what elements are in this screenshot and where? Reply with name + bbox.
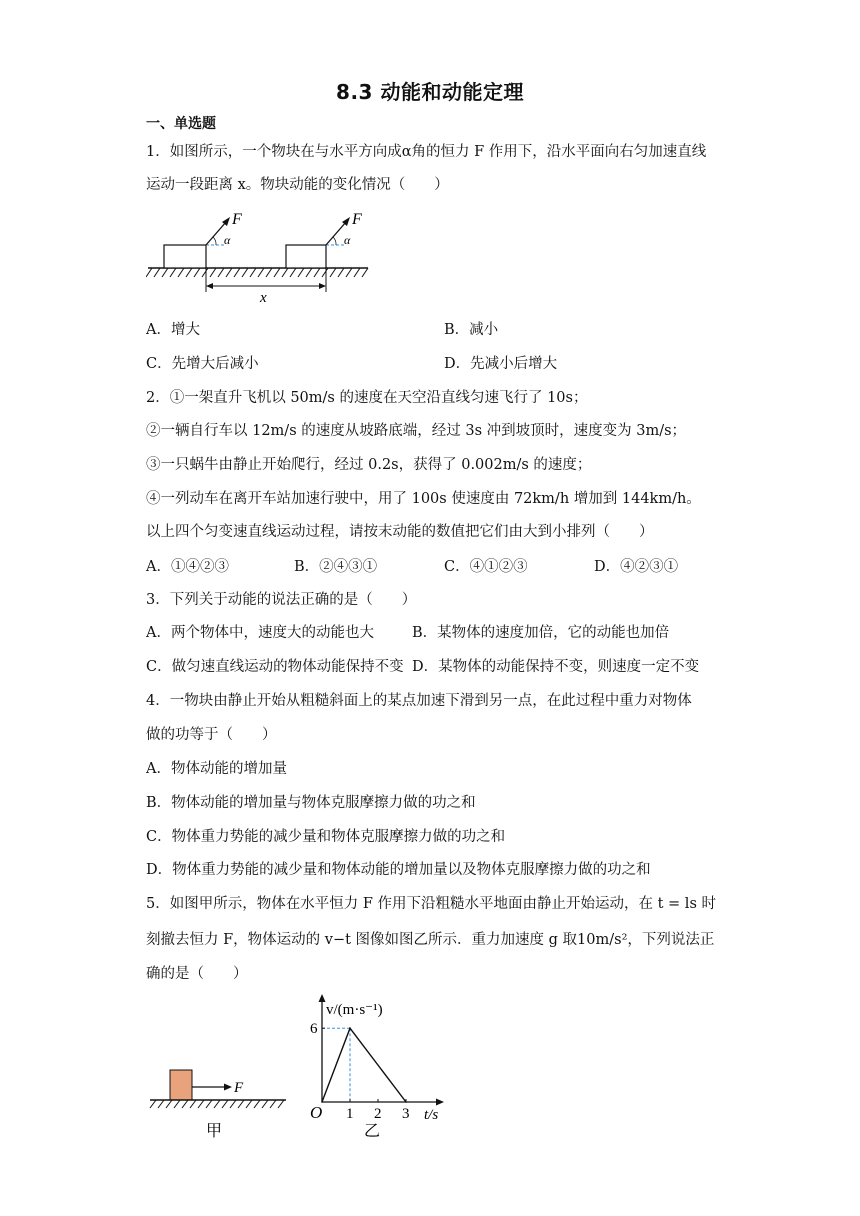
x-tick-label-2: 2: [374, 1106, 382, 1122]
q5-figure-jia: [146, 1060, 296, 1140]
q1-distance-label: x: [260, 290, 267, 306]
q1-option-b: B．减小: [444, 322, 499, 338]
q1-option-c: C．先增大后减小: [146, 356, 259, 372]
q5-text-line3: 确的是（ ）: [146, 966, 248, 982]
block-start: [164, 245, 206, 268]
origin-label: O: [310, 1103, 323, 1122]
q4-option-c: C．物体重力势能的减少量和物体克服摩擦力做的功之和: [146, 829, 506, 845]
q2-option-c: C．④①②③: [444, 559, 528, 575]
q1-text-line2: 运动一段距离 x。物块动能的变化情况（ ）: [146, 177, 449, 193]
q2-option-b: B．②④③①: [294, 559, 378, 575]
q3-option-d: D．某物体的动能保持不变，则速度一定不变: [412, 659, 700, 675]
y-axis-label: v/(m·s⁻¹): [326, 1002, 383, 1018]
q4-option-d: D．物体重力势能的减少量和物体动能的增加量以及物体克服摩擦力做的功之和: [146, 862, 651, 878]
q3-option-b: B．某物体的速度加倍，它的动能也加倍: [412, 625, 670, 641]
q4-option-b: B．物体动能的增加量与物体克服摩擦力做的功之和: [146, 795, 476, 811]
q2-option-d: D．④②③①: [594, 559, 679, 575]
q1-force-label-1: F: [232, 211, 242, 228]
x-tick-label-3: 3: [402, 1106, 410, 1122]
q4-option-a: A．物体动能的增加量: [146, 761, 287, 777]
q1-text-line1: 1．如图所示，一个物块在与水平方向成α角的恒力 F 作用下，沿水平面向右匀加速直线: [146, 144, 707, 160]
q1-angle-label-2: α: [344, 233, 351, 247]
x-axis-arrow: [436, 1099, 444, 1106]
q5-text-line1: 5．如图甲所示，物体在水平恒力 F 作用下沿粗糙水平地面由静止开始运动，在 t = ls 时: [146, 896, 716, 912]
velocity-series-line: [322, 1028, 406, 1102]
orange-block: [170, 1070, 192, 1100]
q2-text-line1: 2．①一架直升飞机以 50m/s 的速度在天空沿直线匀速飞行了 10s；: [146, 390, 588, 406]
x-tick-label-1: 1: [346, 1106, 354, 1122]
q1-figure: [146, 206, 376, 306]
q1-option-a: A．增大: [146, 322, 200, 338]
q5-caption-jia: 甲: [206, 1121, 223, 1140]
q5-vt-chart: [300, 990, 460, 1140]
q5-caption-yi: 乙: [364, 1121, 381, 1140]
section-heading: 一、单选题: [146, 116, 216, 132]
q4-text-line2: 做的功等于（ ）: [146, 727, 277, 743]
q5-force-label: F: [234, 1080, 244, 1096]
data-point-0: [321, 1101, 323, 1103]
q4-text-line1: 4．一物块由静止开始从粗糙斜面上的某点加速下滑到另一点，在此过程中重力对物体: [146, 693, 692, 709]
q5-text-line2: 刻撤去恒力 F，物体运动的 v−t 图像如图乙所示．重力加速度 g 取10m/s²，下列说法正: [146, 932, 715, 948]
q1-angle-label-1: α: [224, 233, 231, 247]
y-axis-arrow: [319, 994, 326, 1002]
page-title: 8.3 动能和动能定理: [336, 80, 524, 104]
q2-option-a: A．①④②③: [146, 559, 229, 575]
y-tick-label: 6: [310, 1021, 318, 1038]
q1-force-label-2: F: [352, 211, 362, 228]
q3-text-line1: 3．下列关于动能的说法正确的是（ ）: [146, 592, 417, 608]
data-point-1: [349, 1027, 351, 1029]
q3-option-a: A．两个物体中，速度大的动能也大: [146, 625, 374, 641]
x-axis-label: t/s: [424, 1107, 439, 1123]
block-end: [286, 245, 326, 268]
q2-text-line3: ③一只蜗牛由静止开始爬行，经过 0.2s，获得了 0.002m/s 的速度；: [146, 457, 592, 473]
q2-text-line4: ④一列动车在离开车站加速行驶中，用了 100s 使速度由 72km/h 增加到 144km/h。: [146, 491, 701, 507]
q2-text-line2: ②一辆自行车以 12m/s 的速度从坡路底端，经过 3s 冲到坡顶时，速度变为 3m/s；: [146, 423, 687, 439]
q2-text-line5: 以上四个匀变速直线运动过程，请按末动能的数值把它们由大到小排列（ ）: [146, 524, 654, 540]
q1-option-d: D．先减小后增大: [444, 356, 558, 372]
q3-option-c: C．做匀速直线运动的物体动能保持不变: [146, 659, 404, 675]
